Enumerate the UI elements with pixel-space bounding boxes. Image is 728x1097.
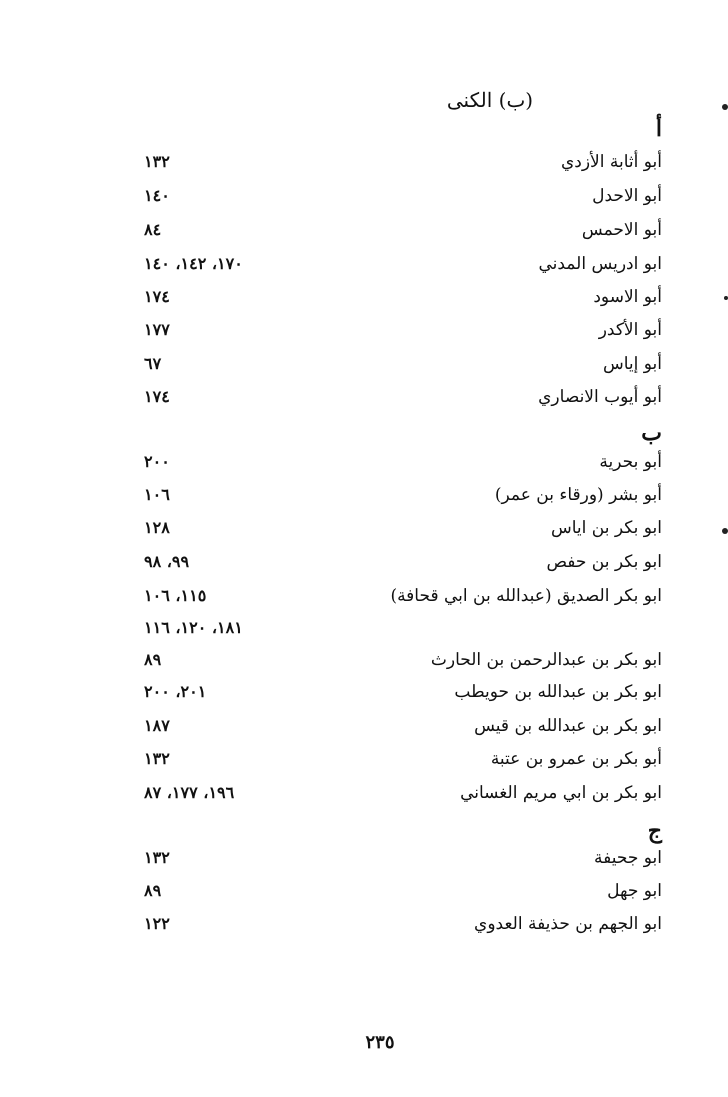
index-entry <box>0 914 728 944</box>
entry-name: ابو بكر بن عبدالله بن قيس <box>474 716 662 736</box>
index-entry <box>0 287 728 317</box>
entry-pages: ١٣٢ <box>144 848 170 867</box>
entry-pages: ١٨١، ١٢٠، ١١٦ <box>144 618 243 637</box>
entry-pages: ١٧٠، ١٤٢، ١٤٠ <box>144 254 243 273</box>
group-letter-jim: ج <box>647 818 662 844</box>
entry-name: أبو الاحمس <box>581 220 662 240</box>
entry-name: ابو بكر بن عبدالله بن حويطب <box>454 682 662 702</box>
index-entry <box>0 254 728 284</box>
index-entry <box>0 186 728 216</box>
index-entry <box>0 716 728 746</box>
index-entry <box>0 552 728 582</box>
entry-pages: ١٢٨ <box>144 518 170 537</box>
entry-pages: ١٤٠ <box>144 186 170 205</box>
index-entry <box>0 354 728 384</box>
index-entry <box>0 783 728 813</box>
entry-name: أبو إياس <box>602 354 662 374</box>
index-entry-continuation <box>0 618 728 648</box>
entry-pages: ١٨٧ <box>144 716 170 735</box>
entry-pages: ١٣٢ <box>144 749 170 768</box>
entry-name: أبو الأكدر <box>598 320 662 340</box>
index-entry <box>0 452 728 482</box>
index-entry <box>0 848 728 878</box>
entry-pages: ١٣٢ <box>144 152 170 171</box>
entry-name: أبو بكر بن عمرو بن عتبة <box>490 749 662 769</box>
group-letter-alif: أ <box>655 116 662 142</box>
page-number: ٢٣٥ <box>365 1032 395 1053</box>
index-entry <box>0 586 728 616</box>
entry-pages: ١٠٦ <box>144 485 170 504</box>
entry-name: ابو بكر الصديق (عبدالله بن ابي قحافة) <box>390 586 662 606</box>
entry-name: أبو أثابة الأزدي <box>560 152 662 172</box>
index-entry <box>0 650 728 680</box>
entry-pages: ٨٩ <box>144 881 162 900</box>
group-letter-ba: ب <box>641 420 662 446</box>
entry-name: أبو الاسود <box>593 287 662 307</box>
index-entry <box>0 749 728 779</box>
entry-pages: ١٩٦، ١٧٧، ٨٧ <box>144 783 235 802</box>
scan-edge-mark <box>722 528 728 534</box>
scan-edge-mark <box>724 296 728 300</box>
entry-name: أبو بشر (ورقاء بن عمر) <box>494 485 662 505</box>
section-title: (ب) الكنى <box>446 88 534 112</box>
index-entry <box>0 387 728 417</box>
entry-pages: ١١٥، ١٠٦ <box>144 586 207 605</box>
entry-pages: ١٢٢ <box>144 914 170 933</box>
index-entry <box>0 152 728 182</box>
entry-pages: ٨٤ <box>144 220 162 239</box>
entry-name: ابو الجهم بن حذيفة العدوي <box>474 914 662 934</box>
entry-name: ابو جهل <box>607 881 662 901</box>
entry-pages: ٦٧ <box>144 354 162 373</box>
index-entry <box>0 682 728 712</box>
entry-name: ابو ادريس المدني <box>538 254 662 274</box>
entry-name: ابو بكر بن اياس <box>550 518 662 538</box>
entry-pages: ٢٠١، ٢٠٠ <box>144 682 207 701</box>
index-entry <box>0 220 728 250</box>
entry-pages: ١٧٤ <box>144 387 170 406</box>
entry-name: أبو الاحدل <box>592 186 662 206</box>
entry-pages: ٨٩ <box>144 650 162 669</box>
entry-pages: ١٧٧ <box>144 320 170 339</box>
entry-pages: ١٧٤ <box>144 287 170 306</box>
entry-name: ابو بكر بن عبدالرحمن بن الحارث <box>430 650 662 670</box>
entry-name: ابو بكر بن حفص <box>546 552 662 572</box>
index-entry <box>0 485 728 515</box>
entry-pages: ٢٠٠ <box>144 452 170 471</box>
index-entry <box>0 320 728 350</box>
entry-name: أبو بحرية <box>599 452 662 472</box>
entry-name: أبو أيوب الانصاري <box>538 387 662 407</box>
entry-name: ابو بكر بن ابي مريم الغساني <box>460 783 662 803</box>
entry-pages: ٩٩، ٩٨ <box>144 552 190 571</box>
index-entry <box>0 518 728 548</box>
index-entry <box>0 881 728 911</box>
entry-name: ابو جحيفة <box>594 848 662 868</box>
scan-edge-mark <box>722 104 728 110</box>
